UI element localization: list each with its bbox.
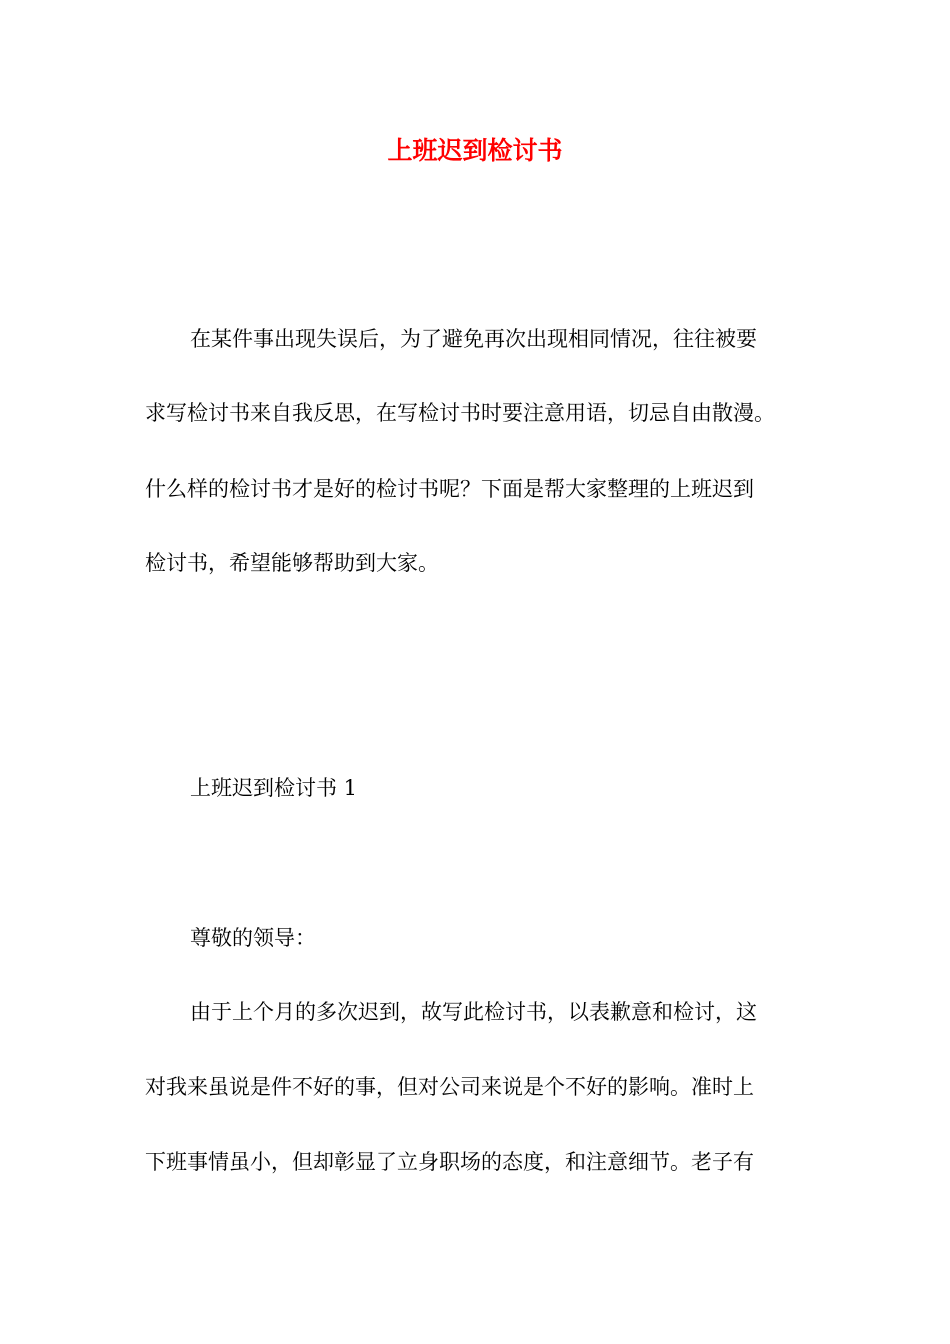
intro-line: 什么样的检讨书才是好的检讨书呢？下面是帮大家整理的上班迟到 (145, 477, 754, 501)
body-line: 下班事情虽小，但却彰显了立身职场的态度，和注意细节。老子有 (145, 1150, 754, 1174)
body-line: 对我来虽说是件不好的事，但对公司来说是个不好的影响。准时上 (145, 1075, 754, 1099)
intro-line: 检讨书，希望能够帮助到大家。 (145, 551, 439, 575)
body-line: 由于上个月的多次迟到，故写此检讨书，以表歉意和检讨，这 (190, 1000, 757, 1024)
section-heading: 上班迟到检讨书 1 (190, 776, 358, 800)
document-title: 上班迟到检讨书 (387, 136, 563, 165)
intro-line: 在某件事出现失误后，为了避免再次出现相同情况，往往被要 (190, 327, 757, 351)
salutation: 尊敬的领导： (190, 926, 316, 950)
intro-line: 求写检讨书来自我反思，在写检讨书时要注意用语，切忌自由散漫。 (145, 401, 775, 425)
